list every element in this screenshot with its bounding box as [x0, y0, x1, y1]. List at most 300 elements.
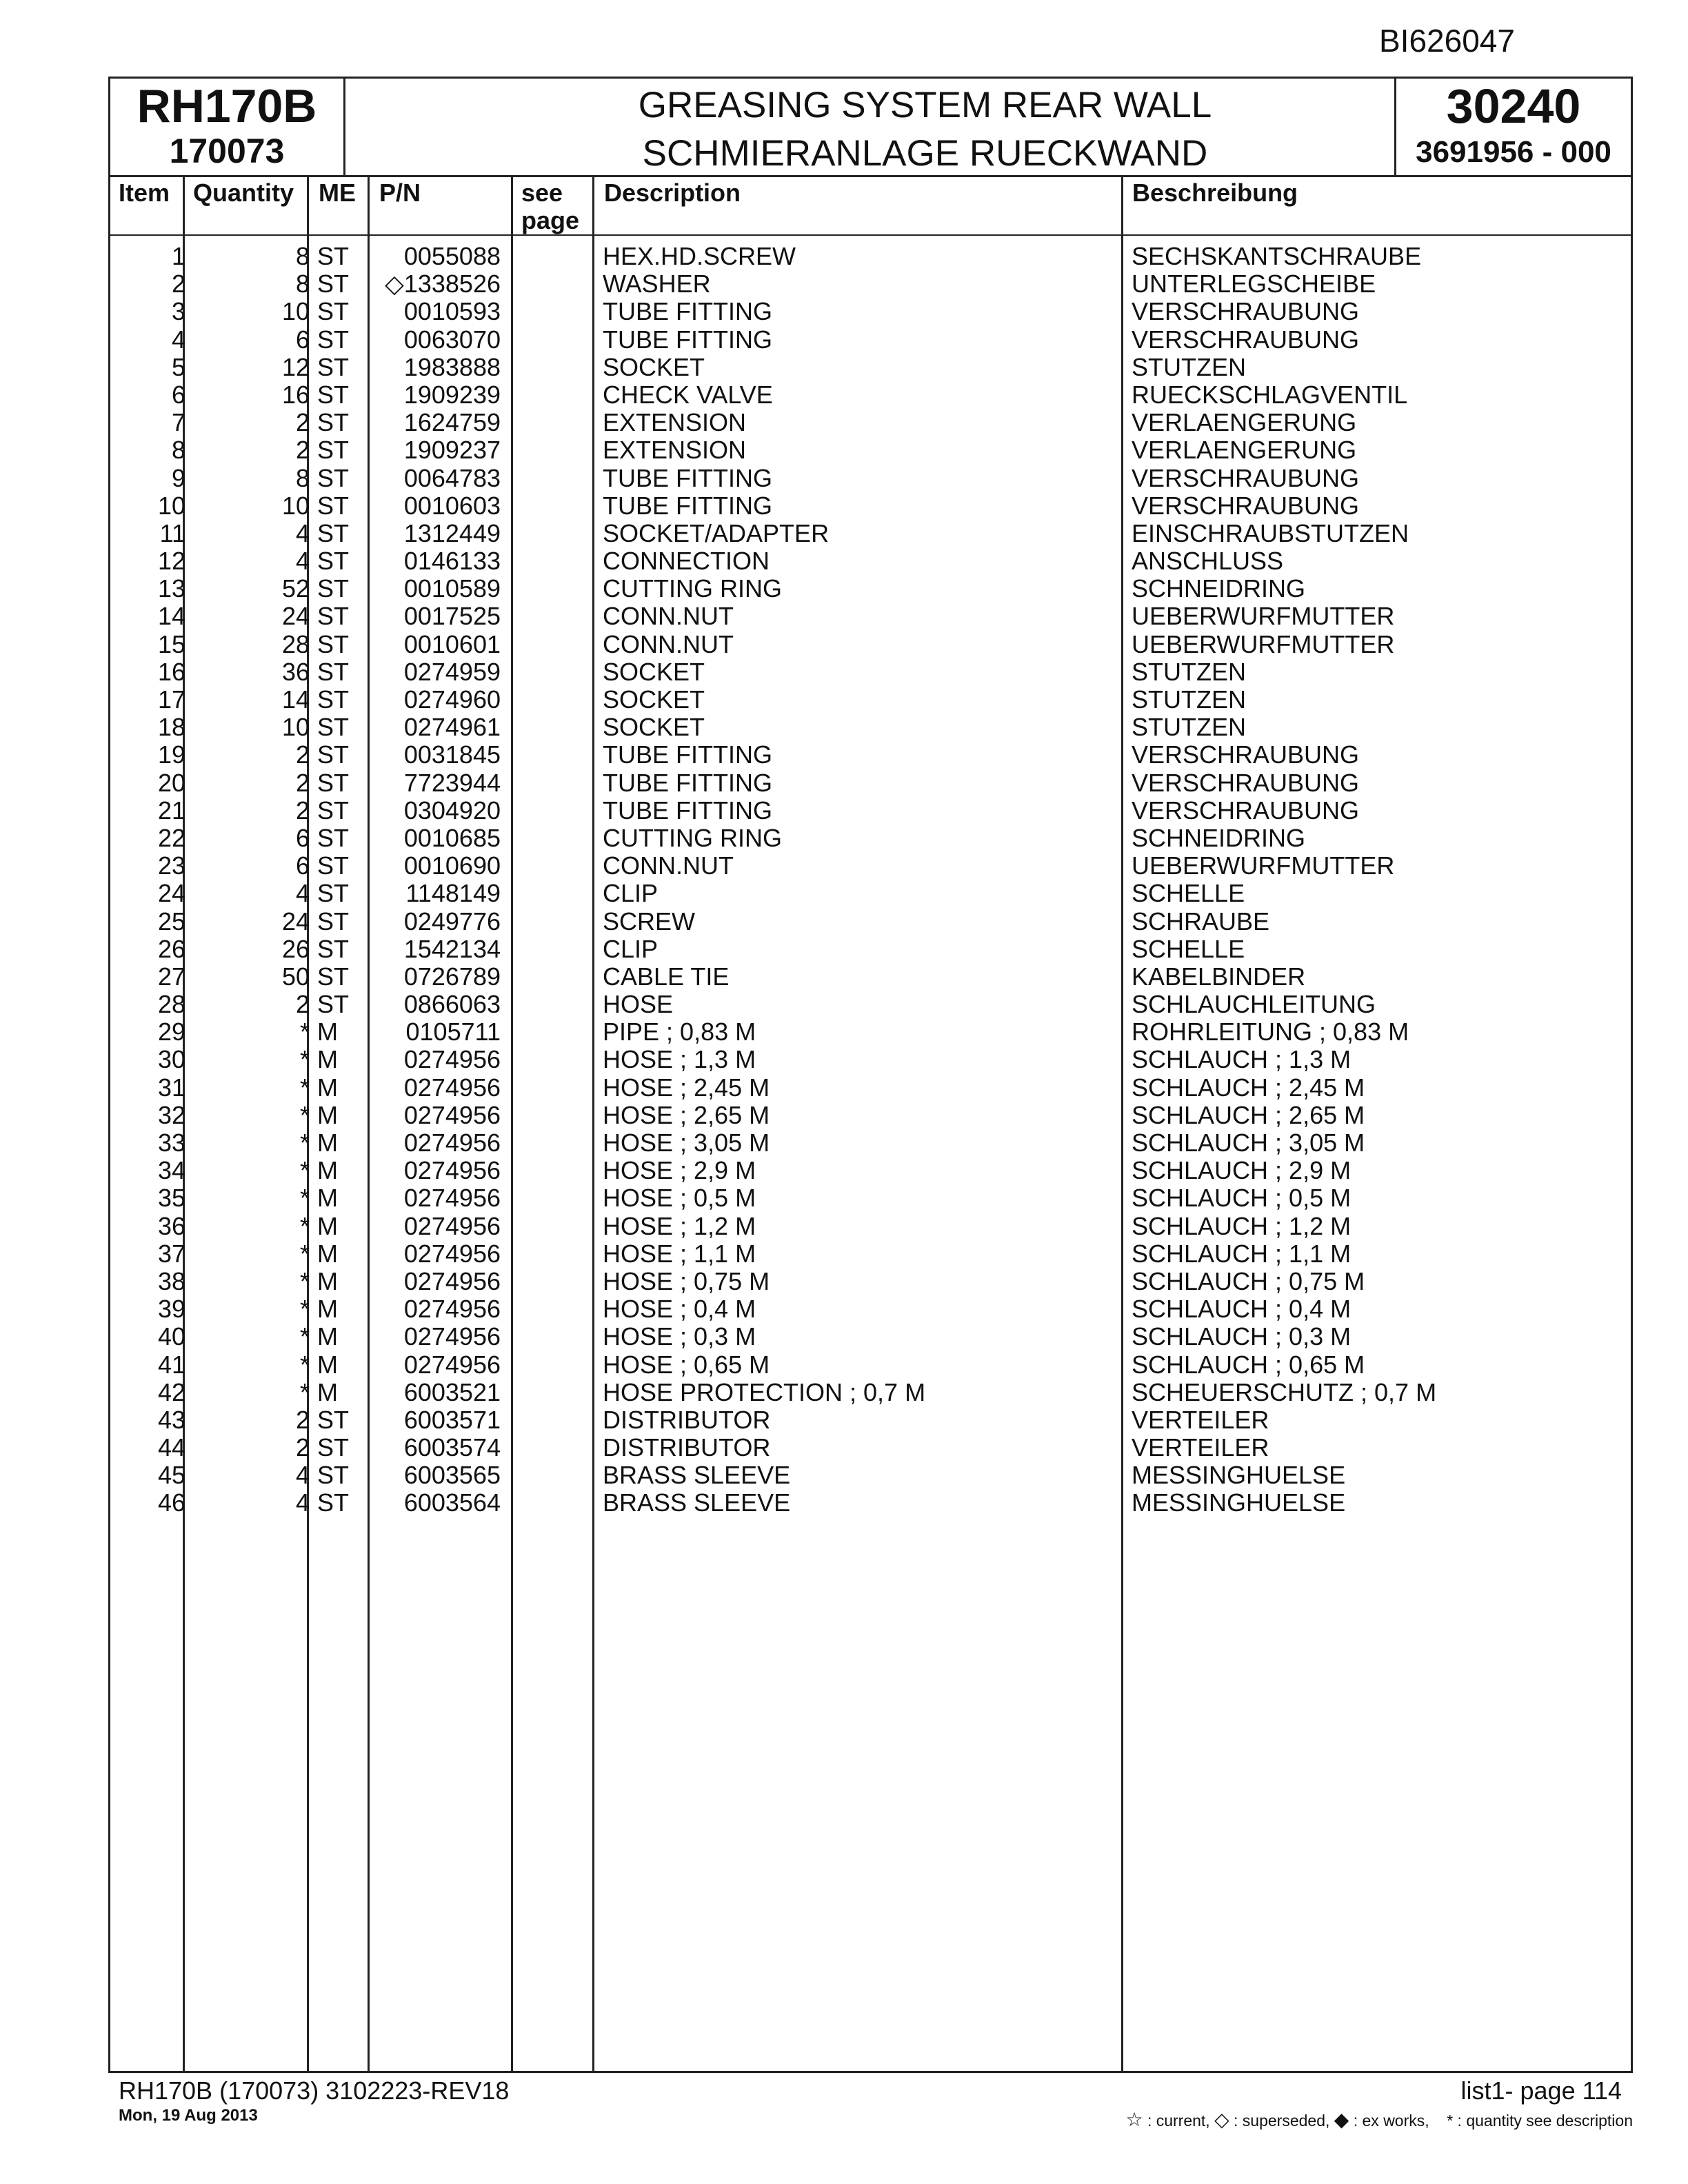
- cell-me: M: [317, 1045, 338, 1074]
- cell-pn: 0010685: [403, 823, 501, 852]
- table-row: [110, 769, 1631, 797]
- cell-quantity: 10: [281, 491, 310, 520]
- star-icon: ☆: [1125, 2109, 1143, 2130]
- cell-description: HOSE ; 1,3 M: [603, 1045, 756, 1074]
- cell-pn: 0274956: [403, 1100, 501, 1129]
- cell-description: HOSE PROTECTION ; 0,7 M: [603, 1377, 926, 1406]
- cell-item: 21: [157, 796, 185, 825]
- cell-description: HOSE ; 2,45 M: [603, 1073, 770, 1102]
- cell-me: ST: [317, 990, 350, 1019]
- cell-me: ST: [317, 657, 350, 686]
- cell-beschreibung: SCHLAUCH ; 1,1 M: [1132, 1239, 1352, 1268]
- footer-reference: RH170B (170073) 3102223-REV18: [119, 2076, 510, 2105]
- cell-me: ST: [317, 380, 350, 409]
- cell-item: 22: [157, 823, 185, 852]
- cell-quantity: *: [299, 1045, 310, 1074]
- table-row: [110, 1323, 1631, 1351]
- table-row: [110, 603, 1631, 630]
- cell-pn: 1909237: [403, 436, 501, 465]
- table-row: [110, 991, 1631, 1018]
- cell-pn: 0274956: [403, 1350, 501, 1379]
- cell-beschreibung: SCHLAUCH ; 3,05 M: [1132, 1129, 1365, 1157]
- cell-beschreibung: EINSCHRAUBSTUTZEN: [1132, 518, 1409, 547]
- table-row: [110, 1240, 1631, 1268]
- cell-description: TUBE FITTING: [603, 796, 772, 825]
- cell-pn: 0055088: [403, 242, 501, 270]
- cell-me: M: [317, 1295, 338, 1324]
- cell-me: M: [317, 1322, 338, 1351]
- header: [110, 79, 1631, 177]
- cell-item: 5: [171, 352, 185, 381]
- cell-beschreibung: SCHLAUCH ; 0,65 M: [1132, 1350, 1365, 1379]
- col-quantity: Quantity: [193, 179, 294, 207]
- cell-pn: 0274961: [403, 713, 501, 742]
- cell-me: M: [317, 1239, 338, 1268]
- cell-pn: 0031845: [403, 740, 501, 769]
- cell-item: 33: [157, 1129, 185, 1157]
- table-row: [110, 1074, 1631, 1102]
- cell-item: 18: [157, 713, 185, 742]
- cell-pn: 6003521: [403, 1377, 501, 1406]
- cell-item: 36: [157, 1211, 185, 1240]
- table-row: [110, 686, 1631, 714]
- cell-description: SOCKET/ADAPTER: [603, 518, 830, 547]
- cell-pn: 0010603: [403, 491, 501, 520]
- table-row: [110, 436, 1631, 464]
- cell-beschreibung: UEBERWURFMUTTER: [1132, 602, 1395, 631]
- header-underline: [110, 234, 1631, 236]
- table-row: [110, 354, 1631, 381]
- cell-description: TUBE FITTING: [603, 463, 772, 492]
- table-row: [110, 631, 1631, 658]
- cell-description: SOCKET: [603, 657, 705, 686]
- cell-pn: 0866063: [403, 990, 501, 1019]
- cell-me: ST: [317, 796, 350, 825]
- table-row: [110, 1268, 1631, 1295]
- title-english: GREASING SYSTEM REAR WALL: [638, 85, 1212, 125]
- cell-beschreibung: SCHNEIDRING: [1132, 823, 1306, 852]
- col-page: page: [521, 206, 580, 234]
- cell-quantity: 2: [295, 1405, 310, 1434]
- parts-list-frame: [108, 77, 1633, 2073]
- cell-description: CUTTING RING: [603, 823, 782, 852]
- cell-item: 26: [157, 934, 185, 963]
- cell-description: CONNECTION: [603, 547, 770, 576]
- cell-description: SCREW: [603, 907, 695, 936]
- cell-pn: 0105711: [405, 1018, 501, 1046]
- cell-quantity: 24: [281, 907, 310, 936]
- cell-item: 40: [157, 1322, 185, 1351]
- cell-me: M: [317, 1266, 338, 1295]
- cell-me: M: [317, 1350, 338, 1379]
- cell-description: CLIP: [603, 879, 659, 908]
- cell-me: M: [317, 1156, 338, 1185]
- model-cell: [110, 79, 345, 175]
- cell-me: ST: [317, 408, 350, 437]
- cell-description: CHECK VALVE: [603, 380, 773, 409]
- table-row: [110, 298, 1631, 325]
- col-beschreibung: Beschreibung: [1132, 179, 1298, 207]
- cell-beschreibung: SCHLAUCH ; 2,9 M: [1132, 1156, 1352, 1185]
- cell-description: TUBE FITTING: [603, 491, 772, 520]
- cell-beschreibung: SCHLAUCH ; 0,3 M: [1132, 1322, 1352, 1351]
- cell-item: 7: [171, 408, 185, 437]
- cell-description: BRASS SLEEVE: [603, 1488, 791, 1517]
- cell-pn: 0010690: [403, 851, 501, 880]
- cell-beschreibung: VERLAENGERUNG: [1132, 436, 1357, 465]
- cell-description: HOSE ; 1,2 M: [603, 1211, 756, 1240]
- cell-pn: 0010593: [403, 297, 501, 326]
- cell-me: ST: [317, 685, 350, 714]
- table-row: [110, 936, 1631, 963]
- legend-exworks: : ex works,: [1353, 2112, 1429, 2130]
- cell-quantity: 2: [295, 740, 310, 769]
- cell-beschreibung: VERTEILER: [1132, 1405, 1269, 1434]
- cell-description: CONN.NUT: [603, 629, 734, 658]
- cell-beschreibung: VERSCHRAUBUNG: [1132, 796, 1360, 825]
- cell-quantity: *: [299, 1266, 310, 1295]
- cell-description: TUBE FITTING: [603, 325, 772, 354]
- cell-me: ST: [317, 629, 350, 658]
- cell-me: ST: [317, 934, 350, 963]
- cell-me: ST: [317, 352, 350, 381]
- cell-description: CUTTING RING: [603, 574, 782, 603]
- cell-quantity: 8: [295, 270, 310, 299]
- cell-pn: ◇1338526: [385, 270, 501, 299]
- cell-description: HOSE ; 0,3 M: [603, 1322, 756, 1351]
- title-german: SCHMIERANLAGE RUECKWAND: [642, 133, 1208, 174]
- cell-beschreibung: MESSINGHUELSE: [1132, 1461, 1346, 1490]
- cell-item: 13: [157, 574, 185, 603]
- cell-quantity: 36: [281, 657, 310, 686]
- cell-beschreibung: VERSCHRAUBUNG: [1132, 463, 1360, 492]
- cell-quantity: 52: [281, 574, 310, 603]
- cell-me: ST: [317, 879, 350, 908]
- table-row: [110, 326, 1631, 354]
- cell-beschreibung: SCHLAUCH ; 2,45 M: [1132, 1073, 1365, 1102]
- cell-quantity: 14: [281, 685, 310, 714]
- cell-me: ST: [317, 436, 350, 465]
- cell-item: 24: [157, 879, 185, 908]
- cell-quantity: 4: [295, 518, 310, 547]
- model-name: RH170B: [137, 80, 317, 132]
- table-row: [110, 825, 1631, 852]
- cell-pn: 0064783: [403, 463, 501, 492]
- cell-description: SOCKET: [603, 685, 705, 714]
- cell-item: 34: [157, 1156, 185, 1185]
- cell-beschreibung: SCHLAUCHLEITUNG: [1132, 990, 1376, 1019]
- cell-description: CONN.NUT: [603, 602, 734, 631]
- cell-pn: 0726789: [403, 962, 501, 991]
- table-row: [110, 658, 1631, 686]
- table-row: [110, 1184, 1631, 1212]
- table-row: [110, 1046, 1631, 1073]
- table-row: [110, 1157, 1631, 1184]
- table-row: [110, 797, 1631, 825]
- col-description: Description: [604, 179, 741, 207]
- cell-pn: 7723944: [403, 768, 501, 797]
- table-row: [110, 1295, 1631, 1323]
- serial-number: 170073: [169, 132, 285, 170]
- cell-me: M: [317, 1129, 338, 1157]
- cell-beschreibung: SCHLAUCH ; 1,2 M: [1132, 1211, 1352, 1240]
- cell-item: 14: [157, 602, 185, 631]
- cell-beschreibung: ANSCHLUSS: [1132, 547, 1284, 576]
- title-cell: [343, 79, 1507, 175]
- cell-quantity: 2: [295, 408, 310, 437]
- cell-pn: 0304920: [403, 796, 501, 825]
- table-row: [110, 741, 1631, 769]
- cell-pn: 0249776: [403, 907, 501, 936]
- legend-superseded: : superseded,: [1234, 2112, 1330, 2130]
- col-see-page: [521, 175, 579, 233]
- cell-item: 1: [171, 242, 185, 270]
- cell-me: ST: [317, 325, 350, 354]
- cell-item: 32: [157, 1100, 185, 1129]
- cell-description: TUBE FITTING: [603, 297, 772, 326]
- drawing-number: 3691956 - 000: [1416, 135, 1611, 169]
- cell-quantity: *: [299, 1350, 310, 1379]
- cell-quantity: 26: [281, 934, 310, 963]
- cell-pn: 0274956: [403, 1045, 501, 1074]
- cell-quantity: *: [299, 1100, 310, 1129]
- cell-beschreibung: SCHRAUBE: [1132, 907, 1270, 936]
- cell-description: HOSE ; 1,1 M: [603, 1239, 756, 1268]
- legend-quantity: * : quantity see description: [1447, 2112, 1633, 2130]
- cell-quantity: *: [299, 1184, 310, 1213]
- cell-pn: 6003565: [403, 1461, 501, 1490]
- cell-beschreibung: SCHEUERSCHUTZ ; 0,7 M: [1132, 1377, 1437, 1406]
- cell-me: ST: [317, 270, 350, 299]
- cell-beschreibung: SCHLAUCH ; 1,3 M: [1132, 1045, 1352, 1074]
- cell-beschreibung: VERLAENGERUNG: [1132, 408, 1357, 437]
- table-row: [110, 1351, 1631, 1379]
- table-row: [110, 492, 1631, 520]
- cell-beschreibung: VERSCHRAUBUNG: [1132, 325, 1360, 354]
- diamond-filled-icon: ◆: [1334, 2109, 1349, 2130]
- cell-item: 17: [157, 685, 185, 714]
- table-row: [110, 714, 1631, 741]
- cell-me: ST: [317, 518, 350, 547]
- cell-item: 31: [157, 1073, 185, 1102]
- cell-quantity: 2: [295, 436, 310, 465]
- cell-description: CONN.NUT: [603, 851, 734, 880]
- cell-beschreibung: UEBERWURFMUTTER: [1132, 629, 1395, 658]
- cell-description: HOSE ; 0,5 M: [603, 1184, 756, 1213]
- cell-description: HOSE ; 0,4 M: [603, 1295, 756, 1324]
- cell-pn: 1148149: [405, 879, 501, 908]
- cell-item: 39: [157, 1295, 185, 1324]
- cell-item: 37: [157, 1239, 185, 1268]
- cell-quantity: 16: [281, 380, 310, 409]
- cell-me: M: [317, 1018, 338, 1046]
- cell-beschreibung: RUECKSCHLAGVENTIL: [1132, 380, 1408, 409]
- table-row: [110, 1406, 1631, 1434]
- cell-pn: 0274956: [403, 1184, 501, 1213]
- cell-quantity: *: [299, 1322, 310, 1351]
- cell-beschreibung: VERSCHRAUBUNG: [1132, 297, 1360, 326]
- cell-description: CLIP: [603, 934, 659, 963]
- table-row: [110, 409, 1631, 436]
- cell-quantity: 6: [295, 325, 310, 354]
- cell-item: 43: [157, 1405, 185, 1434]
- cell-quantity: *: [299, 1377, 310, 1406]
- cell-pn: 0017525: [403, 602, 501, 631]
- cell-quantity: 4: [295, 547, 310, 576]
- cell-description: HOSE ; 2,65 M: [603, 1100, 770, 1129]
- cell-me: M: [317, 1184, 338, 1213]
- cell-quantity: 2: [295, 1433, 310, 1462]
- table-row: [110, 852, 1631, 880]
- table-row: [110, 575, 1631, 603]
- cell-item: 45: [157, 1461, 185, 1490]
- cell-me: ST: [317, 768, 350, 797]
- table-row: [110, 547, 1631, 575]
- cell-beschreibung: VERTEILER: [1132, 1433, 1269, 1462]
- cell-quantity: *: [299, 1018, 310, 1046]
- cell-me: ST: [317, 907, 350, 936]
- cell-description: HOSE ; 3,05 M: [603, 1129, 770, 1157]
- cell-beschreibung: STUTZEN: [1132, 713, 1246, 742]
- cell-description: TUBE FITTING: [603, 740, 772, 769]
- cell-item: 25: [157, 907, 185, 936]
- cell-item: 8: [171, 436, 185, 465]
- cell-quantity: 10: [281, 713, 310, 742]
- table-row: [110, 1018, 1631, 1046]
- cell-me: ST: [317, 823, 350, 852]
- footer-legend: [1125, 2108, 1633, 2131]
- table-row: [110, 1379, 1631, 1406]
- cell-pn: 6003574: [403, 1433, 501, 1462]
- cell-quantity: *: [299, 1073, 310, 1102]
- cell-item: 10: [157, 491, 185, 520]
- col-item: Item: [119, 179, 170, 207]
- cell-item: 38: [157, 1266, 185, 1295]
- cell-pn: 1312449: [403, 518, 501, 547]
- cell-description: EXTENSION: [603, 436, 747, 465]
- cell-pn: 0146133: [403, 547, 501, 576]
- cell-beschreibung: SECHSKANTSCHRAUBE: [1132, 242, 1422, 270]
- cell-item: 42: [157, 1377, 185, 1406]
- col-see: see: [521, 179, 563, 207]
- table-row: [110, 1462, 1631, 1489]
- footer-date: Mon, 19 Aug 2013: [119, 2106, 258, 2125]
- cell-me: ST: [317, 740, 350, 769]
- cell-me: M: [317, 1377, 338, 1406]
- cell-item: 35: [157, 1184, 185, 1213]
- cell-item: 6: [171, 380, 185, 409]
- cell-description: DISTRIBUTOR: [603, 1405, 771, 1434]
- cell-me: M: [317, 1211, 338, 1240]
- cell-beschreibung: SCHLAUCH ; 0,75 M: [1132, 1266, 1365, 1295]
- cell-me: ST: [317, 242, 350, 270]
- cell-description: BRASS SLEEVE: [603, 1461, 791, 1490]
- cell-description: SOCKET: [603, 352, 705, 381]
- cell-beschreibung: SCHLAUCH ; 0,5 M: [1132, 1184, 1352, 1213]
- table-row: [110, 381, 1631, 409]
- cell-item: 9: [171, 463, 185, 492]
- cell-pn: 0274956: [403, 1211, 501, 1240]
- cell-beschreibung: SCHELLE: [1132, 879, 1245, 908]
- cell-description: HOSE ; 0,65 M: [603, 1350, 770, 1379]
- diamond-outline-icon: ◇: [1214, 2109, 1229, 2130]
- cell-beschreibung: VERSCHRAUBUNG: [1132, 740, 1360, 769]
- cell-pn: 1542134: [403, 934, 501, 963]
- cell-item: 12: [157, 547, 185, 576]
- cell-beschreibung: KABELBINDER: [1132, 962, 1306, 991]
- cell-pn: 1909239: [403, 380, 501, 409]
- cell-pn: 0274956: [403, 1129, 501, 1157]
- cell-item: 44: [157, 1433, 185, 1462]
- cell-description: HOSE ; 2,9 M: [603, 1156, 756, 1185]
- cell-description: CABLE TIE: [603, 962, 730, 991]
- cell-quantity: *: [299, 1239, 310, 1268]
- cell-beschreibung: STUTZEN: [1132, 657, 1246, 686]
- cell-description: WASHER: [603, 270, 711, 299]
- cell-beschreibung: VERSCHRAUBUNG: [1132, 768, 1360, 797]
- table-row: [110, 520, 1631, 547]
- cell-description: HOSE ; 0,75 M: [603, 1266, 770, 1295]
- cell-me: ST: [317, 491, 350, 520]
- cell-pn: 0010589: [403, 574, 501, 603]
- group-cell: [1394, 79, 1631, 175]
- cell-me: ST: [317, 297, 350, 326]
- table-row: [110, 880, 1631, 907]
- table-row: [110, 1434, 1631, 1462]
- col-pn: P/N: [379, 179, 421, 207]
- cell-pn: 0274956: [403, 1266, 501, 1295]
- table-row: [110, 1489, 1631, 1517]
- cell-pn: 6003564: [403, 1488, 501, 1517]
- cell-item: 41: [157, 1350, 185, 1379]
- cell-quantity: 4: [295, 879, 310, 908]
- cell-item: 29: [157, 1018, 185, 1046]
- cell-me: ST: [317, 574, 350, 603]
- cell-beschreibung: UEBERWURFMUTTER: [1132, 851, 1395, 880]
- cell-beschreibung: SCHLAUCH ; 0,4 M: [1132, 1295, 1352, 1324]
- table-row: [110, 243, 1631, 270]
- cell-item: 11: [159, 518, 185, 547]
- cell-item: 19: [157, 740, 185, 769]
- cell-beschreibung: ROHRLEITUNG ; 0,83 M: [1132, 1018, 1409, 1046]
- cell-quantity: *: [299, 1129, 310, 1157]
- cell-quantity: *: [299, 1211, 310, 1240]
- cell-me: ST: [317, 1433, 350, 1462]
- cell-item: 15: [157, 629, 185, 658]
- footer-page: list1- page 114: [1460, 2076, 1622, 2105]
- cell-pn: 0274960: [403, 685, 501, 714]
- cell-quantity: 2: [295, 796, 310, 825]
- cell-me: ST: [317, 463, 350, 492]
- cell-pn: 0274956: [403, 1295, 501, 1324]
- cell-quantity: 24: [281, 602, 310, 631]
- cell-me: ST: [317, 1461, 350, 1490]
- cell-me: ST: [317, 962, 350, 991]
- cell-me: ST: [317, 547, 350, 576]
- cell-pn: 0063070: [403, 325, 501, 354]
- cell-item: 2: [171, 270, 185, 299]
- cell-item: 23: [157, 851, 185, 880]
- cell-item: 30: [157, 1045, 185, 1074]
- document-id: BI626047: [1379, 23, 1515, 59]
- table-row: [110, 963, 1631, 991]
- cell-quantity: 50: [281, 962, 310, 991]
- cell-description: HOSE: [603, 990, 674, 1019]
- table-row: [110, 1129, 1631, 1157]
- cell-me: ST: [317, 602, 350, 631]
- cell-quantity: 6: [295, 851, 310, 880]
- cell-pn: 1983888: [403, 352, 501, 381]
